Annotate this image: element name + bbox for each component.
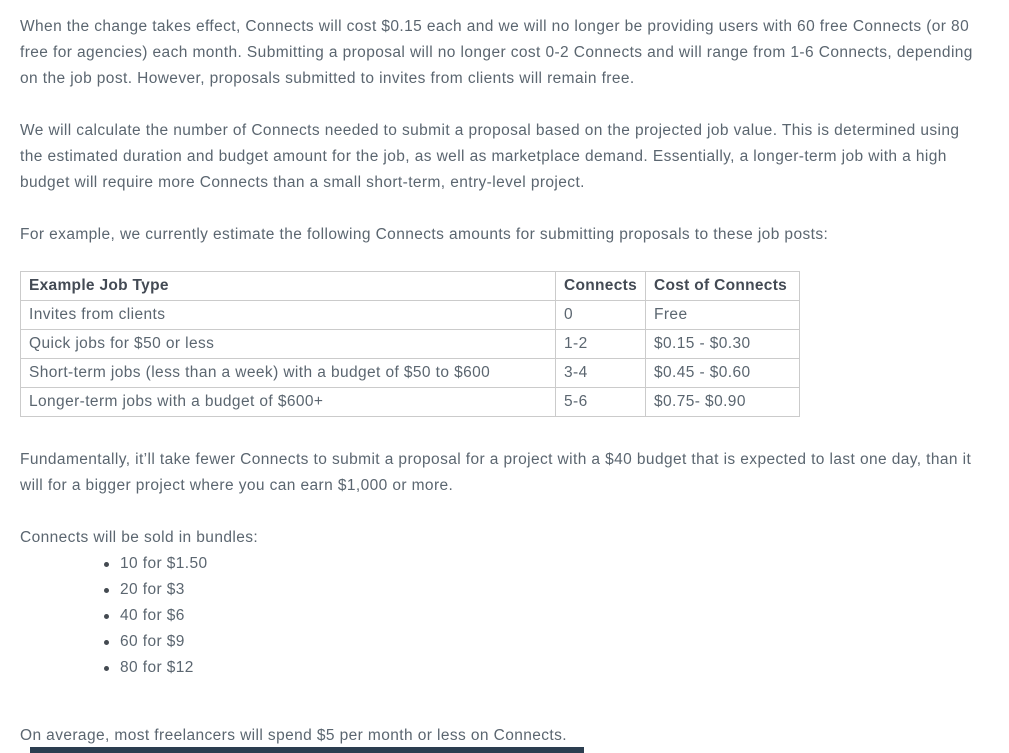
list-item [120, 655, 989, 681]
table-cell-cost: $0.45 - $0.60 [646, 359, 800, 388]
table-header-connects: Connects [556, 272, 646, 301]
paragraph-average-spend: On average, most freelancers will spend $5 per month or less on Connects. [20, 727, 567, 744]
table-cell-connects: 0 [556, 301, 646, 330]
table-cell-connects: 3-4 [556, 359, 646, 388]
connects-pricing-table [20, 271, 800, 417]
list-item-label: 40 for $6 [120, 607, 185, 624]
list-item-label: 60 for $9 [120, 633, 185, 650]
paragraph-change-effect: When the change takes effect, Connects will cost $0.15 each and we will no longer be providing users with 60 free Connects (or 80 free for agencies) each month. Submitting a proposal will no longer cost 0-2 Connects and will range from 1-6 Connects, depending on the job post. However, proposals submitted to invites from clients will remain free. [20, 18, 973, 87]
list-item [120, 603, 989, 629]
list-item [120, 629, 989, 655]
list-item-label: 10 for $1.50 [120, 555, 208, 572]
list-item [120, 577, 989, 603]
bullet-icon [104, 588, 109, 593]
table-cell-cost: $0.15 - $0.30 [646, 330, 800, 359]
table-row [21, 330, 800, 359]
table-cell-cost: $0.75- $0.90 [646, 388, 800, 417]
table-cell-connects: 5-6 [556, 388, 646, 417]
table-cell-cost: Free [646, 301, 800, 330]
table-cell-job-type: Invites from clients [21, 301, 556, 330]
bullet-icon [104, 666, 109, 671]
next-section-partial-bar [30, 747, 584, 753]
bullet-icon [104, 614, 109, 619]
list-item [120, 551, 989, 577]
table-cell-job-type: Quick jobs for $50 or less [21, 330, 556, 359]
table-header-job-type: Example Job Type [21, 272, 556, 301]
paragraph-calculation: We will calculate the number of Connects needed to submit a proposal based on the projected job value. This is determined using the estimated duration and budget amount for the job, as well as marketplace demand. Essentially, a longer-term job with a high budget will require more Connects than a small short-term, entry-level project. [20, 122, 960, 191]
paragraph-bundles-intro: Connects will be sold in bundles: [20, 529, 259, 546]
table-cell-connects: 1-2 [556, 330, 646, 359]
bullet-icon [104, 640, 109, 645]
table-header-cost: Cost of Connects [646, 272, 800, 301]
table-row [21, 301, 800, 330]
list-item-label: 20 for $3 [120, 581, 185, 598]
bundles-list [20, 551, 989, 681]
table-row [21, 388, 800, 417]
bullet-icon [104, 562, 109, 567]
paragraph-table-intro: For example, we currently estimate the following Connects amounts for submitting proposals to these job posts: [20, 226, 829, 243]
list-item-label: 80 for $12 [120, 659, 194, 676]
table-cell-job-type: Short-term jobs (less than a week) with a budget of $50 to $600 [21, 359, 556, 388]
table-header-row [21, 272, 800, 301]
paragraph-fundamentally: Fundamentally, it’ll take fewer Connects to submit a proposal for a project with a $40 budget that is expected to last one day, than it will for a bigger project where you can earn $1,000 or more. [20, 451, 972, 494]
table-row [21, 359, 800, 388]
table-cell-job-type: Longer-term jobs with a budget of $600+ [21, 388, 556, 417]
